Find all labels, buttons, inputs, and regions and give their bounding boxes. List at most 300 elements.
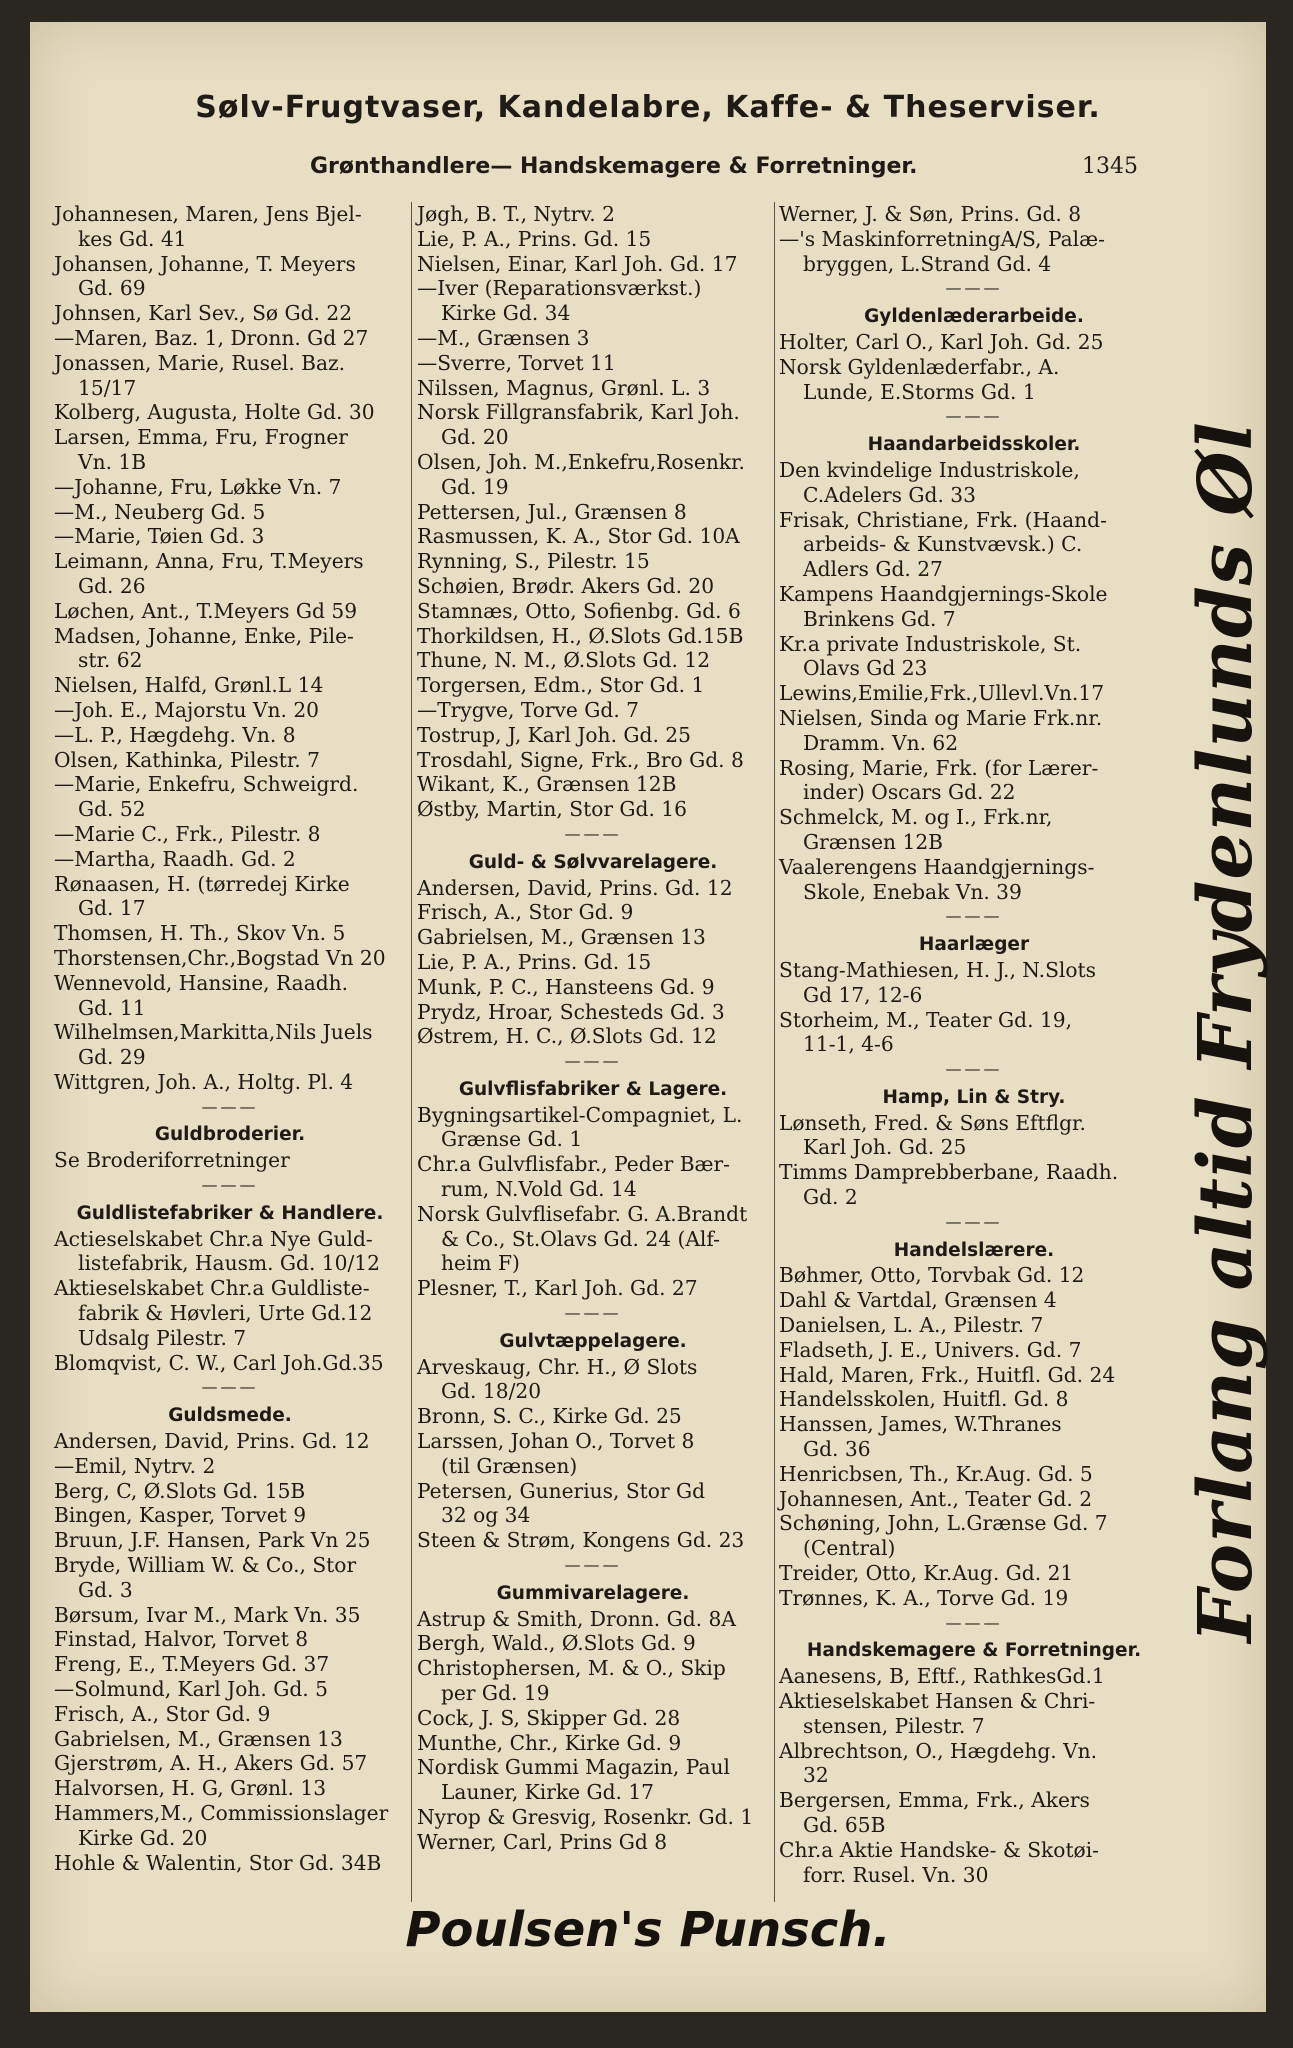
entry-text: Kolberg, Augusta, Holte Gd. 30 <box>54 400 375 425</box>
entry-text: Trosdahl, Signe, Frk., Bro Gd. 8 <box>417 747 744 772</box>
directory-entry <box>417 227 769 252</box>
entry-text: Norsk Fillgransfabrik, Karl Joh. <box>417 400 740 425</box>
section-heading: Gulvtæppelagere. <box>499 1330 687 1352</box>
entry-continuation: fabrik & Høvleri, Urte Gd.12 <box>78 1301 373 1326</box>
directory-entry <box>54 847 406 872</box>
entry-text: Tostrup, J, Karl Joh. Gd. 25 <box>417 722 691 747</box>
section-heading: Guldlistefabriker & Handlere. <box>76 1202 384 1224</box>
directory-entry <box>54 1227 406 1277</box>
entry-text: Lewins,Emilie,Frk.,Ullevl.Vn.17 <box>779 681 1105 706</box>
entry-text: Gabrielsen, M., Grænsen 13 <box>54 1726 343 1751</box>
entry-text: Stamnæs, Otto, Sofienbg. Gd. 6 <box>417 598 741 623</box>
entry-text: Østrem, H. C., Ø.Slots Gd. 12 <box>417 1024 717 1049</box>
entry-text: Finstad, Halvor, Torvet 8 <box>54 1627 309 1652</box>
directory-entry <box>54 1351 406 1376</box>
directory-entry <box>417 772 769 797</box>
directory-entry <box>779 1363 1169 1388</box>
entry-continuation: 32 og 34 <box>441 1503 531 1528</box>
entry-text: —Solmund, Karl Joh. Gd. 5 <box>54 1677 328 1702</box>
directory-entry <box>54 921 406 946</box>
entry-text: Prydz, Hroar, Schesteds Gd. 3 <box>417 999 725 1024</box>
entry-continuation: bryggen, L.Strand Gd. 4 <box>803 251 1052 276</box>
entry-continuation: Brinkens Gd. 7 <box>803 606 956 631</box>
entry-text: —Iver (Reparationsværkst.) <box>417 276 702 301</box>
directory-entry <box>417 673 769 698</box>
entry-continuation: (Central) <box>803 1536 896 1561</box>
directory-entry <box>779 1689 1169 1739</box>
directory-entry <box>779 202 1169 227</box>
entry-text: Hammers,M., Commissionslager <box>54 1801 389 1825</box>
directory-entry <box>417 1024 769 1049</box>
directory-entry <box>54 500 406 525</box>
directory-entry <box>417 276 769 326</box>
entry-text: Werner, Carl, Prins Gd 8 <box>417 1829 668 1854</box>
directory-entry <box>54 872 406 922</box>
column-1 <box>54 202 406 1875</box>
directory-entry <box>54 1553 406 1603</box>
directory-entry <box>417 202 769 227</box>
directory-entry <box>417 252 769 277</box>
entry-text: Johannesen, Ant., Teater Gd. 2 <box>779 1486 1093 1511</box>
entry-continuation: Kirke Gd. 20 <box>78 1825 208 1850</box>
directory-entry <box>779 756 1169 806</box>
directory-entry <box>779 1387 1169 1412</box>
entry-text: Nilssen, Magnus, Grønl. L. 3 <box>417 375 711 400</box>
entry-text: Gjerstrøm, A. H., Akers Gd. 57 <box>54 1751 368 1776</box>
entry-continuation: Skole, Enebak Vn. 39 <box>803 879 1022 904</box>
entry-continuation: inder) Oscars Gd. 22 <box>803 780 1016 805</box>
entry-continuation: 11-1, 4-6 <box>803 1032 894 1057</box>
directory-entry <box>54 748 406 773</box>
directory-entry <box>779 1838 1169 1888</box>
entry-text: Bruun, J.F. Hansen, Park Vn 25 <box>54 1528 371 1553</box>
entry-text: Thorstensen,Chr.,Bogstad Vn 20 <box>54 945 386 970</box>
section-heading: Gyldenlæderarbeide. <box>864 306 1084 328</box>
directory-entry <box>779 855 1169 905</box>
directory-entry <box>54 301 406 326</box>
entry-text: Aktieselskabet Chr.a Guldliste- <box>54 1276 370 1301</box>
section-separator: ——— <box>945 1211 1003 1231</box>
section-separator: ——— <box>201 1377 259 1397</box>
entry-text: Larssen, Johan O., Torvet 8 <box>417 1429 695 1454</box>
entry-text: Thomsen, H. Th., Skov Vn. 5 <box>54 921 346 946</box>
directory-entry <box>779 1160 1169 1210</box>
entry-text: Bryde, William W. & Co., Stor <box>54 1553 357 1578</box>
directory-entry <box>417 925 769 950</box>
directory-entry <box>779 1511 1169 1561</box>
entry-text: Handelsskolen, Huitfl. Gd. 8 <box>779 1387 1069 1412</box>
column-2 <box>417 202 769 1855</box>
directory-entry <box>779 330 1169 355</box>
directory-entry <box>54 1454 406 1479</box>
entry-text: —Emil, Nytrv. 2 <box>54 1453 216 1478</box>
entry-text: Kr.a private Industriskole, St. <box>779 631 1082 656</box>
entry-text: Bygningsartikel-Compagniet, L. <box>417 1102 743 1127</box>
entry-text: Torgersen, Edm., Stor Gd. 1 <box>417 673 705 698</box>
entry-text: Vaalerengens Haandgjernings- <box>779 854 1095 879</box>
directory-entry <box>417 549 769 574</box>
directory-entry <box>779 1338 1169 1363</box>
entry-text: Olsen, Kathinka, Pilestr. 7 <box>54 747 320 772</box>
directory-entry <box>54 1603 406 1628</box>
section-separator: ——— <box>564 1303 622 1323</box>
side-advertisement: Forlang altid Frydenlunds Øl <box>1183 421 1269 1643</box>
entry-text: Norsk Gyldenlæderfabr., A. <box>779 354 1060 379</box>
entry-continuation: 32 <box>803 1763 829 1788</box>
entry-text: Freng, E., T.Meyers Gd. 37 <box>54 1652 330 1677</box>
directory-entry <box>417 723 769 748</box>
directory-entry <box>54 772 406 822</box>
entry-text: Rasmussen, K. A., Stor Gd. 10A <box>417 524 740 549</box>
entry-continuation: Gd. 17 <box>78 896 146 921</box>
section-separator: ——— <box>201 1175 259 1195</box>
directory-entry <box>417 500 769 525</box>
directory-entry <box>417 1607 769 1632</box>
entry-continuation: Gd. 65B <box>803 1813 886 1837</box>
entry-text: Chr.a Gulvflisfabr., Peder Bær- <box>417 1152 730 1177</box>
directory-entry <box>417 524 769 549</box>
directory-entry <box>417 1528 769 1553</box>
directory-entry <box>779 1008 1169 1058</box>
entry-text: Chr.a Aktie Handske- & Skotøi- <box>779 1837 1099 1862</box>
directory-entry <box>779 1412 1169 1462</box>
entry-text: —Marie, Tøien Gd. 3 <box>54 524 265 549</box>
entry-text: Nordisk Gummi Magazin, Paul <box>417 1755 730 1780</box>
entry-continuation: forr. Rusel. Vn. 30 <box>803 1862 989 1887</box>
directory-entry <box>417 1731 769 1756</box>
section-separator: ——— <box>564 823 622 843</box>
entry-continuation: Grænsen 12B <box>803 829 944 854</box>
entry-text: Aktieselskabet Hansen & Chri- <box>779 1689 1096 1714</box>
entry-continuation: kes Gd. 41 <box>78 226 187 251</box>
directory-entry <box>54 1751 406 1776</box>
section-heading: Haarlæger <box>918 934 1030 956</box>
directory-entry <box>54 673 406 698</box>
directory-entry <box>54 252 406 302</box>
directory-entry <box>54 1776 406 1801</box>
entry-continuation: Gd. 52 <box>78 797 146 822</box>
directory-entry <box>417 698 769 723</box>
directory-entry <box>54 202 406 252</box>
directory-entry <box>54 599 406 624</box>
entry-text: Thorkildsen, H., Ø.Slots Gd.15B <box>417 623 744 648</box>
entry-continuation: Gd. 20 <box>441 425 509 450</box>
entry-text: Nyrop & Gresvig, Rosenkr. Gd. 1 <box>417 1805 754 1829</box>
directory-entry <box>54 524 406 549</box>
entry-text: —Johanne, Fru, Løkke Vn. 7 <box>54 474 342 499</box>
entry-text: Timms Damprebberbane, Raadh. <box>779 1160 1119 1185</box>
entry-text: Schmelck, M. og I., Frk.nr, <box>779 805 1053 830</box>
directory-entry <box>417 1755 769 1805</box>
entry-text: Madsen, Johanne, Enke, Pile- <box>54 623 354 648</box>
section-heading: Handskemagere & Forretninger. <box>806 1640 1142 1662</box>
directory-entry <box>417 351 769 376</box>
directory-entry <box>779 458 1169 508</box>
entry-text: Cock, J. S, Skipper Gd. 28 <box>417 1705 681 1730</box>
entry-continuation: Gd. 36 <box>803 1437 871 1462</box>
directory-entry <box>54 624 406 674</box>
entry-continuation: Adlers Gd. 27 <box>803 557 943 582</box>
entry-text: Andersen, David, Prins. Gd. 12 <box>54 1429 370 1454</box>
directory-entry <box>417 1355 769 1405</box>
entry-text: Aanesens, B, Eftf., RathkesGd.1 <box>779 1664 1105 1689</box>
column-divider <box>774 202 775 1902</box>
directory-entry <box>54 1677 406 1702</box>
entry-text: Bingen, Kasper, Torvet 9 <box>54 1503 307 1528</box>
entry-continuation: listefabrik, Hausm. Gd. 10/12 <box>78 1251 380 1276</box>
entry-text: Gabrielsen, M., Grænsen 13 <box>417 925 706 950</box>
entry-text: Jonassen, Marie, Rusel. Baz. <box>54 350 346 375</box>
entry-text: Hald, Maren, Frk., Huitfl. Gd. 24 <box>779 1362 1116 1387</box>
entry-text: Wittgren, Joh. A., Holtg. Pl. 4 <box>54 1069 354 1094</box>
directory-entry <box>417 1202 769 1276</box>
entry-text: Halvorsen, H. G, Grønl. 13 <box>54 1776 327 1801</box>
entry-continuation: str. 62 <box>78 648 143 673</box>
directory-entry <box>54 822 406 847</box>
bottom-advertisement: Poulsen's Punsch. <box>405 1902 891 1958</box>
entry-continuation: stensen, Pilestr. 7 <box>803 1713 985 1738</box>
entry-text: Bøhmer, Otto, Torvbak Gd. 12 <box>779 1263 1085 1288</box>
directory-entry <box>54 326 406 351</box>
entry-text: Den kvindelige Industriskole, <box>779 457 1080 482</box>
section-heading: Guldbroderier. <box>154 1124 306 1146</box>
entry-text: —Marie, Enkefru, Schweigrd. <box>54 772 359 797</box>
entry-text: Thune, N. M., Ø.Slots Gd. 12 <box>417 648 711 673</box>
entry-continuation: Karl Joh. Gd. 25 <box>803 1135 967 1160</box>
entry-text: Wilhelmsen,Markitta,Nils Juels <box>54 1020 373 1045</box>
directory-entry <box>779 1288 1169 1313</box>
entry-text: Dahl & Vartdal, Grænsen 4 <box>779 1288 1057 1313</box>
entry-text: —'s MaskinforretningA/S, Palæ- <box>779 226 1105 251</box>
section-heading: Handelslærere. <box>893 1239 1055 1261</box>
directory-entry <box>417 400 769 450</box>
entry-text: Munthe, Chr., Kirke Gd. 9 <box>417 1730 682 1755</box>
directory-entry <box>779 1462 1169 1487</box>
entry-continuation: Launer, Kirke Gd. 17 <box>441 1780 655 1805</box>
entry-text: Lie, P. A., Prins. Gd. 15 <box>417 226 652 251</box>
directory-entry <box>779 227 1169 277</box>
entry-text: Actieselskabet Chr.a Nye Guld- <box>54 1226 373 1251</box>
entry-text: —Joh. E., Majorstu Vn. 20 <box>54 697 320 722</box>
section-separator: ——— <box>945 406 1003 426</box>
directory-entry <box>417 797 769 822</box>
directory-entry <box>417 1805 769 1830</box>
directory-entry <box>779 508 1169 582</box>
entry-continuation: Gd. 26 <box>78 573 146 598</box>
section-separator: ——— <box>564 1051 622 1071</box>
directory-entry <box>54 1528 406 1553</box>
entry-text: Frisak, Christiane, Frk. (Haand- <box>779 507 1107 532</box>
entry-text: Bergh, Wald., Ø.Slots Gd. 9 <box>417 1631 696 1656</box>
entry-text: Werner, J. & Søn, Prins. Gd. 8 <box>779 202 1082 226</box>
directory-entry <box>54 1627 406 1652</box>
section-heading: Gummivarelagere. <box>496 1582 690 1604</box>
entry-continuation: Gd. 18/20 <box>441 1379 542 1404</box>
directory-entry <box>54 1702 406 1727</box>
directory-entry <box>779 1664 1169 1689</box>
entry-text: —Trygve, Torve Gd. 7 <box>417 697 640 722</box>
section-heading: Guld- & Sølvvarelagere. <box>468 851 718 873</box>
entry-continuation: Udsalg Pilestr. 7 <box>78 1325 247 1350</box>
directory-entry <box>54 1148 406 1173</box>
entry-continuation: Gd. 19 <box>441 474 509 499</box>
directory-entry <box>54 1652 406 1677</box>
directory-entry <box>54 1479 406 1504</box>
directory-entry <box>417 574 769 599</box>
entry-continuation: arbeids- & Kunstvævsk.) C. <box>803 532 1083 557</box>
entry-text: Nielsen, Einar, Karl Joh. Gd. 17 <box>417 251 738 276</box>
entry-text: Danielsen, L. A., Pilestr. 7 <box>779 1313 1044 1338</box>
entry-text: Rønaasen, H. (tørredej Kirke <box>54 871 350 896</box>
directory-entry <box>54 946 406 971</box>
directory-entry <box>779 1586 1169 1611</box>
section-heading: Gulvflisfabriker & Lagere. <box>458 1078 728 1100</box>
directory-entry <box>779 582 1169 632</box>
entry-text: Bergersen, Emma, Frk., Akers <box>779 1788 1090 1813</box>
directory-entry <box>417 1429 769 1479</box>
entry-text: Hohle & Walentin, Stor Gd. 34B <box>54 1850 382 1875</box>
directory-entry <box>417 1404 769 1429</box>
entry-text: Pettersen, Jul., Grænsen 8 <box>417 499 687 524</box>
entry-continuation: heim F) <box>441 1251 520 1276</box>
directory-entry <box>54 1429 406 1454</box>
entry-text: Johannesen, Maren, Jens Bjel- <box>54 202 362 226</box>
directory-entry <box>54 351 406 401</box>
directory-entry <box>779 805 1169 855</box>
entry-text: Lønseth, Fred. & Søns Eftflgr. <box>779 1110 1086 1135</box>
entry-text: Storheim, M., Teater Gd. 19, <box>779 1007 1073 1032</box>
directory-entry <box>54 698 406 723</box>
entry-text: Schøning, John, L.Grænse Gd. 7 <box>779 1511 1108 1536</box>
directory-entry <box>779 681 1169 706</box>
directory-entry <box>417 376 769 401</box>
entry-continuation: (til Grænsen) <box>441 1453 578 1478</box>
entry-text: Blomqvist, C. W., Carl Joh.Gd.35 <box>54 1350 384 1375</box>
directory-entry <box>417 748 769 773</box>
directory-entry <box>417 1830 769 1855</box>
directory-entry <box>417 1152 769 1202</box>
directory-entry <box>779 1111 1169 1161</box>
entry-text: —M., Grænsen 3 <box>417 325 590 350</box>
directory-entry <box>779 1263 1169 1288</box>
entry-text: Leimann, Anna, Fru, T.Meyers <box>54 549 364 574</box>
entry-text: Steen & Strøm, Kongens Gd. 23 <box>417 1528 745 1553</box>
entry-continuation: C.Adelers Gd. 33 <box>803 482 976 507</box>
column-divider <box>411 202 412 1902</box>
directory-entry <box>417 624 769 649</box>
directory-entry <box>54 1727 406 1752</box>
entry-continuation: Gd. 3 <box>78 1577 133 1602</box>
directory-entry <box>54 723 406 748</box>
section-separator: ——— <box>945 906 1003 926</box>
directory-page <box>30 22 1269 2012</box>
directory-entry <box>54 1801 406 1851</box>
directory-entry <box>417 599 769 624</box>
entry-text: Trønnes, K. A., Torve Gd. 19 <box>779 1585 1069 1610</box>
column-3 <box>779 202 1169 1887</box>
entry-text: Johansen, Johanne, T. Meyers <box>54 251 356 276</box>
directory-entry <box>54 1503 406 1528</box>
entry-text: Berg, C, Ø.Slots Gd. 15B <box>54 1478 306 1503</box>
directory-entry <box>54 400 406 425</box>
directory-entry <box>417 975 769 1000</box>
entry-continuation: Gd. 69 <box>78 276 146 301</box>
entry-continuation: & Co., St.Olavs Gd. 24 (Alf- <box>441 1226 720 1251</box>
directory-entry <box>417 1276 769 1301</box>
directory-entry <box>54 1851 406 1876</box>
entry-continuation: per Gd. 19 <box>441 1681 550 1706</box>
entry-continuation: Dramm. Vn. 62 <box>803 730 959 755</box>
entry-text: Treider, Otto, Kr.Aug. Gd. 21 <box>779 1561 1074 1586</box>
directory-entry <box>417 326 769 351</box>
entry-continuation: Gd. 11 <box>78 995 146 1020</box>
entry-text: —M., Neuberg Gd. 5 <box>54 499 266 524</box>
section-separator: ——— <box>201 1096 259 1116</box>
directory-entry <box>54 1020 406 1070</box>
entry-text: Nielsen, Halfd, Grønl.L 14 <box>54 673 324 698</box>
directory-entry <box>417 1656 769 1706</box>
directory-entry <box>779 632 1169 682</box>
entry-text: Johnsen, Karl Sev., Sø Gd. 22 <box>54 301 353 326</box>
entry-continuation: Kirke Gd. 34 <box>441 301 571 326</box>
directory-entry <box>54 971 406 1021</box>
section-heading: Haandarbeidsskoler. <box>867 434 1081 456</box>
directory-entry <box>417 1103 769 1153</box>
section-separator: ——— <box>945 1612 1003 1632</box>
directory-entry <box>54 1070 406 1095</box>
entry-text: Kampens Haandgjernings-Skole <box>779 581 1108 606</box>
directory-entry <box>417 1479 769 1529</box>
entry-text: Christophersen, M. & O., Skip <box>417 1656 726 1681</box>
directory-entry <box>779 1561 1169 1586</box>
entry-text: Holter, Carl O., Karl Joh. Gd. 25 <box>779 329 1104 354</box>
entry-text: Andersen, David, Prins. Gd. 12 <box>417 875 733 900</box>
directory-entry <box>779 958 1169 1008</box>
entry-text: Larsen, Emma, Fru, Frogner <box>54 425 348 450</box>
entry-text: Norsk Gulvflisefabr. G. A.Brandt <box>417 1201 748 1226</box>
entry-continuation: Gd. 2 <box>803 1185 858 1210</box>
entry-text: Løchen, Ant., T.Meyers Gd 59 <box>54 598 358 623</box>
directory-entry <box>417 1000 769 1025</box>
page-number: 1345 <box>1082 154 1138 179</box>
entry-text: Arveskaug, Chr. H., Ø Slots <box>417 1354 698 1379</box>
entry-text: Østby, Martin, Stor Gd. 16 <box>417 797 687 822</box>
entry-text: Wikant, K., Grænsen 12B <box>417 772 677 797</box>
directory-entry <box>417 1631 769 1656</box>
entry-text: Lie, P. A., Prins. Gd. 15 <box>417 949 652 974</box>
entry-text: Rosing, Marie, Frk. (for Lærer- <box>779 755 1099 780</box>
running-head: Grønthandlere— Handskemagere & Forretninger. <box>310 154 918 179</box>
entry-text: —Sverre, Torvet 11 <box>417 350 616 375</box>
section-heading: Guldsmede. <box>168 1405 292 1427</box>
directory-entry <box>779 706 1169 756</box>
entry-continuation: Lunde, E.Storms Gd. 1 <box>803 379 1036 404</box>
directory-entry <box>417 900 769 925</box>
directory-entry <box>417 876 769 901</box>
directory-entry <box>417 1706 769 1731</box>
entry-text: Bronn, S. C., Kirke Gd. 25 <box>417 1404 682 1429</box>
directory-entry <box>779 1313 1169 1338</box>
section-separator: ——— <box>945 1059 1003 1079</box>
entry-continuation: Grænse Gd. 1 <box>441 1127 583 1152</box>
entry-text: Jøgh, B. T., Nytrv. 2 <box>417 202 615 226</box>
entry-text: —L. P., Hægdehg. Vn. 8 <box>54 722 296 747</box>
directory-entry <box>417 950 769 975</box>
entry-text: —Maren, Baz. 1, Dronn. Gd 27 <box>54 325 369 350</box>
entry-continuation: Gd. 29 <box>78 1045 146 1070</box>
entry-text: Nielsen, Sinda og Marie Frk.nr. <box>779 705 1103 730</box>
directory-entry <box>54 1276 406 1350</box>
